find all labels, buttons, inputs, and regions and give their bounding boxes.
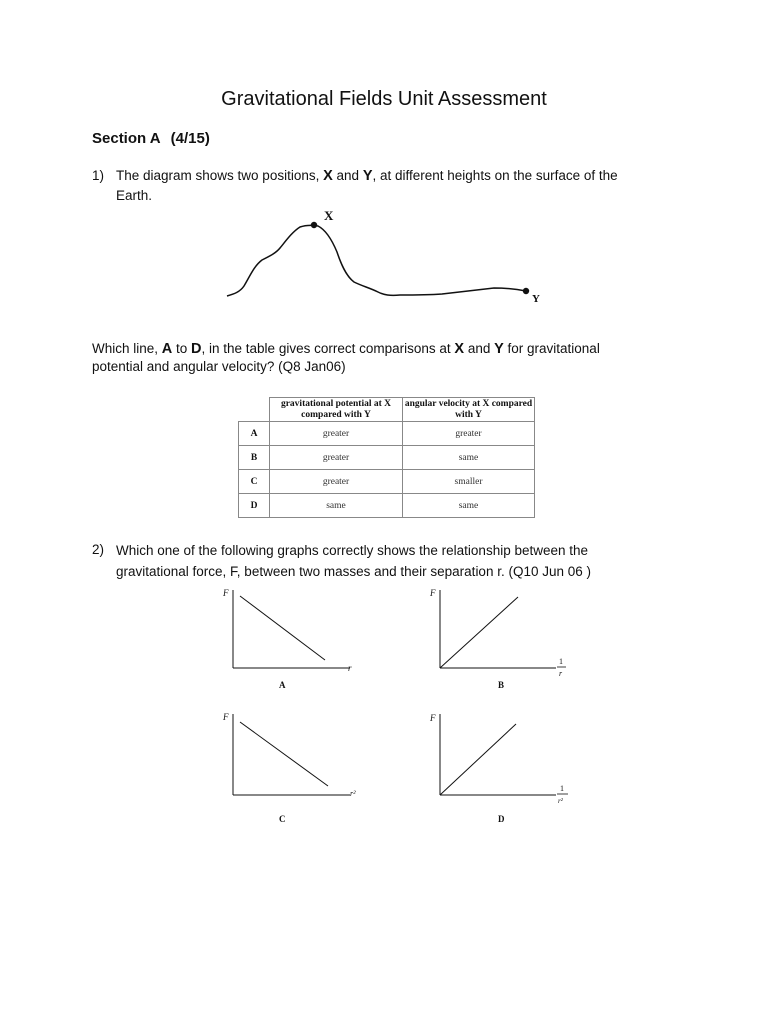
- header-potential: gravitational potential at X compared with Y: [270, 398, 403, 422]
- question-number: 2): [92, 542, 105, 557]
- graph-d-y-label: F: [430, 713, 436, 723]
- graph-b-plot-line: [440, 597, 518, 668]
- question-number: 1): [92, 168, 105, 183]
- graph-a-plot-line: [240, 596, 325, 660]
- point-y-marker: [523, 288, 529, 294]
- graph-c-caption: C: [279, 814, 286, 824]
- graph-d: [429, 713, 568, 824]
- graph-b-caption: B: [498, 680, 505, 690]
- terrain-diagram: [222, 206, 552, 306]
- graph-a-y-label: F: [223, 588, 229, 598]
- graph-a-x-label: r: [348, 663, 352, 673]
- point-x-label: X: [324, 208, 334, 223]
- table-header-row: [239, 398, 535, 422]
- graph-a: [222, 588, 352, 690]
- question-text: Which one of the following graphs correctly shows the relationship between the gravitational force, F, between two masses and their separation r. (Q10 Jun 06 ): [116, 543, 591, 579]
- graph-b-x-den: r: [559, 669, 563, 678]
- graph-b-x-num: 1: [559, 657, 563, 666]
- graph-c: [222, 712, 356, 824]
- graph-b-y-label: F: [430, 588, 436, 598]
- point-y-label: Y: [532, 293, 540, 305]
- graph-d-x-num: 1: [560, 784, 564, 793]
- graph-c-y-label: F: [223, 712, 229, 722]
- graph-c-plot-line: [240, 722, 328, 786]
- graph-d-caption: D: [498, 814, 505, 824]
- graph-c-x-label: r²: [350, 789, 356, 798]
- graph-d-plot-line: [440, 724, 516, 795]
- graph-b: [429, 588, 566, 690]
- table-row: B greater same: [239, 446, 535, 470]
- question-text: The diagram shows two positions, X and Y, at different heights on the surface of the Earth.: [116, 168, 618, 203]
- graphs-figure: [210, 584, 590, 834]
- graph-d-x-den: r²: [558, 797, 563, 805]
- header-angular: angular velocity at X compared with Y: [403, 398, 535, 422]
- section-name: Section A: [92, 130, 161, 147]
- table-row: D same same: [239, 494, 535, 518]
- terrain-profile: [227, 225, 526, 296]
- section-score: (4/15): [170, 130, 210, 147]
- comparison-table: [238, 397, 535, 518]
- point-x-marker: [311, 222, 317, 228]
- table-row: C greater smaller: [239, 470, 535, 494]
- section-heading: [92, 130, 210, 147]
- table-row: A greater greater: [239, 422, 535, 446]
- graph-a-caption: A: [279, 680, 286, 690]
- question-1-prompt: Which line, A to D, in the table gives correct comparisons at X and Y for gravitational potential and angular velocity? (Q8 Jan06): [92, 341, 600, 374]
- page-title: Gravitational Fields Unit Assessment: [221, 88, 547, 110]
